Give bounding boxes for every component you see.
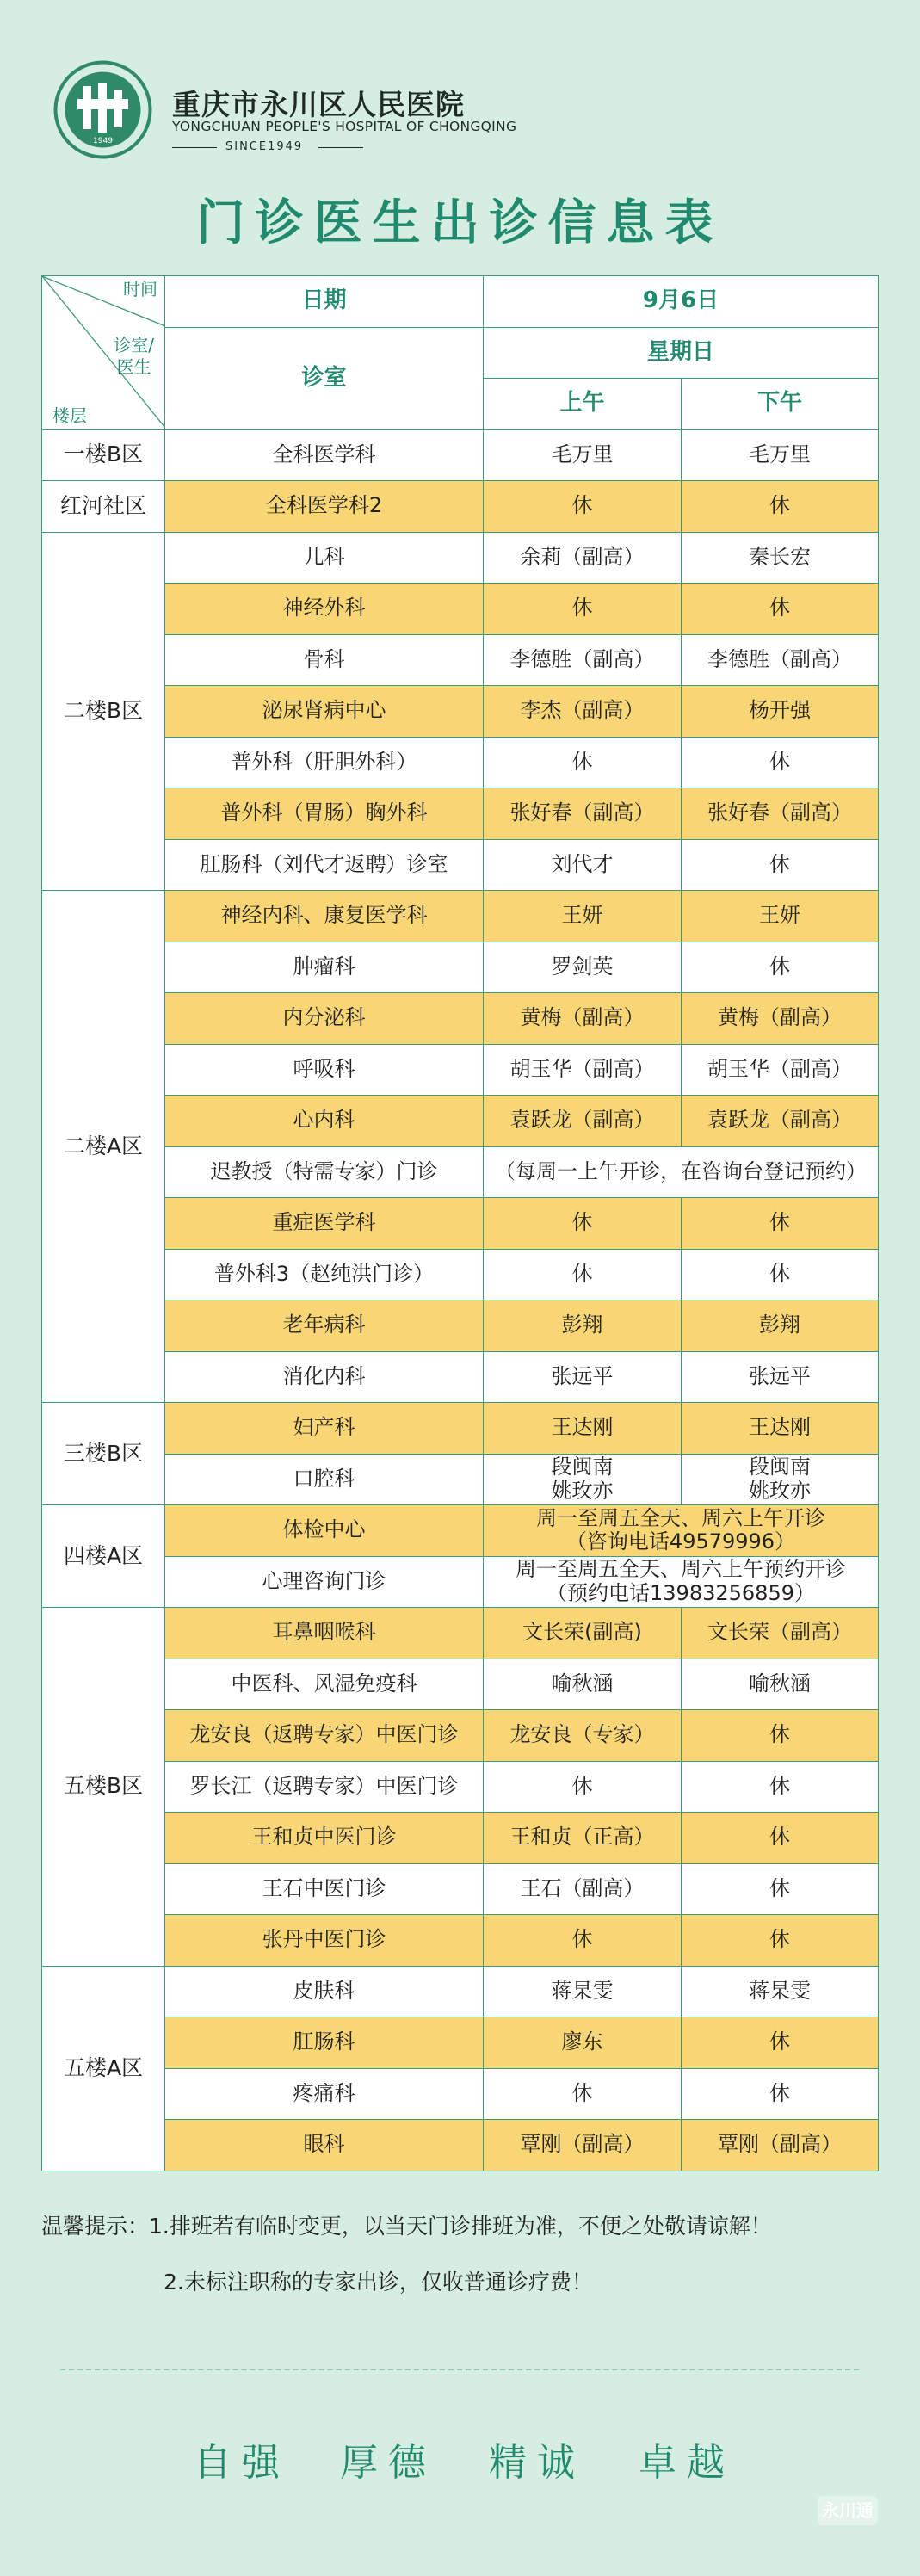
room-cell: 老年病科 — [165, 1300, 484, 1352]
hospital-since: SINCE1949 — [225, 140, 304, 153]
am-cell: 刘代才 — [484, 839, 682, 891]
corner-floor-label: 楼层 — [52, 405, 87, 426]
slogan-word: 卓越 — [639, 2441, 735, 2485]
pm-cell: 秦长宏 — [682, 532, 879, 584]
am-cell: 彭翔 — [484, 1300, 682, 1352]
pm-cell: 张好春（副高） — [682, 788, 879, 840]
room-cell: 眼科 — [165, 2120, 484, 2171]
am-cell: 休 — [484, 2068, 682, 2120]
am-cell: 文长荣(副高) — [484, 1608, 682, 1659]
table-row — [42, 1454, 879, 1505]
pm-cell: 休 — [682, 737, 879, 788]
am-cell: 罗剑英 — [484, 942, 682, 993]
room-cell: 全科医学科2 — [165, 481, 484, 533]
footer-divider — [60, 2369, 859, 2370]
am-cell: 休 — [484, 1915, 682, 1967]
room-cell: 泌尿肾病中心 — [165, 686, 484, 738]
pm-doctor-2: 姚玫亦 — [749, 1478, 811, 1503]
room-cell: 普外科（肝胆外科） — [165, 737, 484, 788]
header-weekday: 星期日 — [484, 327, 879, 379]
floor-cell: 三楼B区 — [42, 1403, 165, 1505]
note-line-1: 周一至周五全天、周六上午预约开诊 — [516, 1557, 846, 1582]
am-cell: 蒋杲雯 — [484, 1966, 682, 2017]
am-cell: 黄梅（副高） — [484, 993, 682, 1045]
table-row — [42, 2017, 879, 2069]
room-cell: 普外科（胃肠）胸外科 — [165, 788, 484, 840]
am-cell: 王妍 — [484, 891, 682, 942]
pm-doctor-1: 段闽南 — [749, 1455, 811, 1480]
room-cell: 迟教授（特需专家）门诊 — [165, 1146, 484, 1198]
header-am-label: 上午 — [484, 379, 682, 430]
table-row — [42, 1915, 879, 1967]
corner-room-label: 诊室/ — [114, 335, 154, 355]
room-cell: 皮肤科 — [165, 1966, 484, 2017]
floor-cell: 四楼A区 — [42, 1505, 165, 1608]
pm-cell: 覃刚（副高） — [682, 2120, 879, 2171]
pm-cell: 袁跃龙（副高） — [682, 1096, 879, 1147]
room-cell: 神经内科、康复医学科 — [165, 891, 484, 942]
floor-cell: 五楼B区 — [42, 1608, 165, 1967]
table-row — [42, 1863, 879, 1915]
room-cell: 张丹中医门诊 — [165, 1915, 484, 1967]
table-row — [42, 1146, 879, 1198]
floor-cell: 二楼B区 — [42, 532, 165, 891]
table-row — [42, 2120, 879, 2171]
table-row — [42, 993, 879, 1045]
am-cell: 休 — [484, 1249, 682, 1300]
note-line-1: 周一至周五全天、周六上午开诊 — [536, 1505, 825, 1530]
pm-cell: 黄梅（副高） — [682, 993, 879, 1045]
table-row — [42, 1710, 879, 1762]
am-cell: 休 — [484, 1761, 682, 1813]
floor-cell: 红河社区 — [42, 481, 165, 533]
am-cell: 龙安良（专家） — [484, 1710, 682, 1762]
corner-cell — [42, 276, 165, 430]
pm-cell: 休 — [682, 584, 879, 635]
pm-cell — [682, 1454, 879, 1505]
pm-cell: 胡玉华（副高） — [682, 1044, 879, 1096]
pm-cell: 休 — [682, 1761, 879, 1813]
header-row-weekday — [42, 327, 879, 379]
am-cell: 休 — [484, 481, 682, 533]
table-row — [42, 1556, 879, 1608]
table-row — [42, 1608, 879, 1659]
table-row — [42, 1966, 879, 2017]
room-cell: 口腔科 — [165, 1454, 484, 1505]
hospital-logo — [53, 60, 152, 159]
room-cell: 肛肠科（刘代才返聘）诊室 — [165, 839, 484, 891]
table-row — [42, 429, 879, 481]
am-cell: 王和贞（正高） — [484, 1813, 682, 1864]
am-doctor-1: 段闽南 — [551, 1455, 614, 1480]
am-cell: 休 — [484, 584, 682, 635]
table-row — [42, 532, 879, 584]
tip-line-2: 2.未标注职称的专家出诊，仅收普通诊疗费！ — [164, 2270, 593, 2295]
am-cell: 胡玉华（副高） — [484, 1044, 682, 1096]
schedule-note-cell — [484, 1556, 879, 1608]
room-cell: 王石中医门诊 — [165, 1863, 484, 1915]
floor-cell: 五楼A区 — [42, 1966, 165, 2171]
note-line-2: （咨询电话49579996） — [565, 1529, 796, 1554]
pm-cell: 休 — [682, 942, 879, 993]
table-row — [42, 737, 879, 788]
header-pm-label: 下午 — [682, 379, 879, 430]
table-row — [42, 1351, 879, 1403]
corner-room-doctor-label — [114, 335, 154, 378]
schedule-note-cell — [484, 1505, 879, 1557]
room-cell: 肿瘤科 — [165, 942, 484, 993]
pm-cell: 休 — [682, 2068, 879, 2120]
am-cell: 休 — [484, 737, 682, 788]
pm-cell: 喻秋涵 — [682, 1659, 879, 1710]
table-row — [42, 1249, 879, 1300]
room-cell: 疼痛科 — [165, 2068, 484, 2120]
table-row — [42, 1300, 879, 1352]
am-cell: 王达刚 — [484, 1403, 682, 1455]
header-room-label: 诊室 — [165, 327, 484, 429]
room-cell: 骨科 — [165, 634, 484, 686]
room-cell: 中医科、风湿免疫科 — [165, 1659, 484, 1710]
header-date-label: 日期 — [165, 276, 484, 328]
corner-time-label: 时间 — [123, 279, 157, 300]
am-cell: 毛万里 — [484, 429, 682, 481]
pm-cell: 休 — [682, 2017, 879, 2069]
am-cell: 休 — [484, 1198, 682, 1250]
logo-year: 1949 — [93, 137, 113, 145]
pm-cell: 蒋杲雯 — [682, 1966, 879, 2017]
slogan-word: 厚德 — [340, 2441, 436, 2485]
am-cell: 张远平 — [484, 1351, 682, 1403]
hospital-name: 重庆市永川区人民医院 — [172, 88, 465, 121]
pm-cell: 休 — [682, 1863, 879, 1915]
schedule-table — [41, 275, 879, 2171]
am-cell: 余莉（副高） — [484, 532, 682, 584]
pm-cell: 休 — [682, 1710, 879, 1762]
pm-cell: 休 — [682, 839, 879, 891]
watermark-logo: 永川通 — [818, 2496, 878, 2525]
table-row — [42, 788, 879, 840]
pm-cell: 休 — [682, 1198, 879, 1250]
room-cell: 龙安良（返聘专家）中医门诊 — [165, 1710, 484, 1762]
table-row — [42, 839, 879, 891]
table-row — [42, 1044, 879, 1096]
pm-cell: 休 — [682, 1813, 879, 1864]
pm-cell: 休 — [682, 481, 879, 533]
since-divider-left — [172, 147, 217, 148]
am-cell: 覃刚（副高） — [484, 2120, 682, 2171]
room-cell: 普外科3（赵纯洪门诊） — [165, 1249, 484, 1300]
room-cell: 耳鼻咽喉科 — [165, 1608, 484, 1659]
am-cell: 李杰（副高） — [484, 686, 682, 738]
room-cell: 儿科 — [165, 532, 484, 584]
table-row — [42, 2068, 879, 2120]
am-cell — [484, 1454, 682, 1505]
room-cell: 心理咨询门诊 — [165, 1556, 484, 1608]
table-row — [42, 1659, 879, 1710]
table-row — [42, 1505, 879, 1557]
room-cell: 心内科 — [165, 1096, 484, 1147]
pm-cell: 休 — [682, 1915, 879, 1967]
room-cell: 王和贞中医门诊 — [165, 1813, 484, 1864]
tip-line-1: 温馨提示：1.排班若有临时变更，以当天门诊排班为准，不便之处敬请谅解！ — [41, 2214, 772, 2239]
floor-cell: 二楼A区 — [42, 891, 165, 1403]
table-row — [42, 1761, 879, 1813]
header-date-value: 9月6日 — [484, 276, 879, 328]
table-row — [42, 891, 879, 942]
am-cell: 张好春（副高） — [484, 788, 682, 840]
corner-doctor-label: 医生 — [116, 356, 151, 377]
room-cell: 消化内科 — [165, 1351, 484, 1403]
slogan-word: 精诚 — [489, 2441, 585, 2485]
pm-cell: 王达刚 — [682, 1403, 879, 1455]
room-cell: 重症医学科 — [165, 1198, 484, 1250]
table-row — [42, 584, 879, 635]
table-row — [42, 1403, 879, 1455]
page-title: 门诊医生出诊信息表 — [196, 195, 724, 251]
room-cell: 神经外科 — [165, 584, 484, 635]
pm-cell: 休 — [682, 1249, 879, 1300]
room-cell: 肛肠科 — [165, 2017, 484, 2069]
am-cell: 袁跃龙（副高） — [484, 1096, 682, 1147]
pm-cell: 张远平 — [682, 1351, 879, 1403]
slogan-word: 自强 — [194, 2441, 290, 2485]
table-row — [42, 1813, 879, 1864]
pm-cell: 文长荣（副高） — [682, 1608, 879, 1659]
table-row — [42, 1198, 879, 1250]
hospital-english-name: YONGCHUAN PEOPLE'S HOSPITAL OF CHONGQING — [172, 119, 517, 134]
am-cell: 廖东 — [484, 2017, 682, 2069]
pm-cell: 毛万里 — [682, 429, 879, 481]
pm-cell: 杨开强 — [682, 686, 879, 738]
table-row — [42, 634, 879, 686]
pm-cell: 王妍 — [682, 891, 879, 942]
am-cell: 喻秋涵 — [484, 1659, 682, 1710]
table-row — [42, 942, 879, 993]
room-cell: 罗长江（返聘专家）中医门诊 — [165, 1761, 484, 1813]
room-cell: 全科医学科 — [165, 429, 484, 481]
room-cell: 呼吸科 — [165, 1044, 484, 1096]
table-row — [42, 481, 879, 533]
header-row-date — [42, 276, 879, 328]
pm-cell: 李德胜（副高） — [682, 634, 879, 686]
note-line-2: （预约电话13983256859） — [546, 1580, 815, 1605]
schedule-note-cell: （每周一上午开诊，在咨询台登记预约） — [484, 1146, 879, 1198]
room-cell: 内分泌科 — [165, 993, 484, 1045]
am-doctor-2: 姚玫亦 — [551, 1478, 614, 1503]
am-cell: 李德胜（副高） — [484, 634, 682, 686]
table-row — [42, 1096, 879, 1147]
pm-cell: 彭翔 — [682, 1300, 879, 1352]
floor-cell: 一楼B区 — [42, 429, 165, 481]
since-divider-right — [318, 147, 363, 148]
room-cell: 体检中心 — [165, 1505, 484, 1557]
table-row — [42, 686, 879, 738]
am-cell: 王石（副高） — [484, 1863, 682, 1915]
room-cell: 妇产科 — [165, 1403, 484, 1455]
